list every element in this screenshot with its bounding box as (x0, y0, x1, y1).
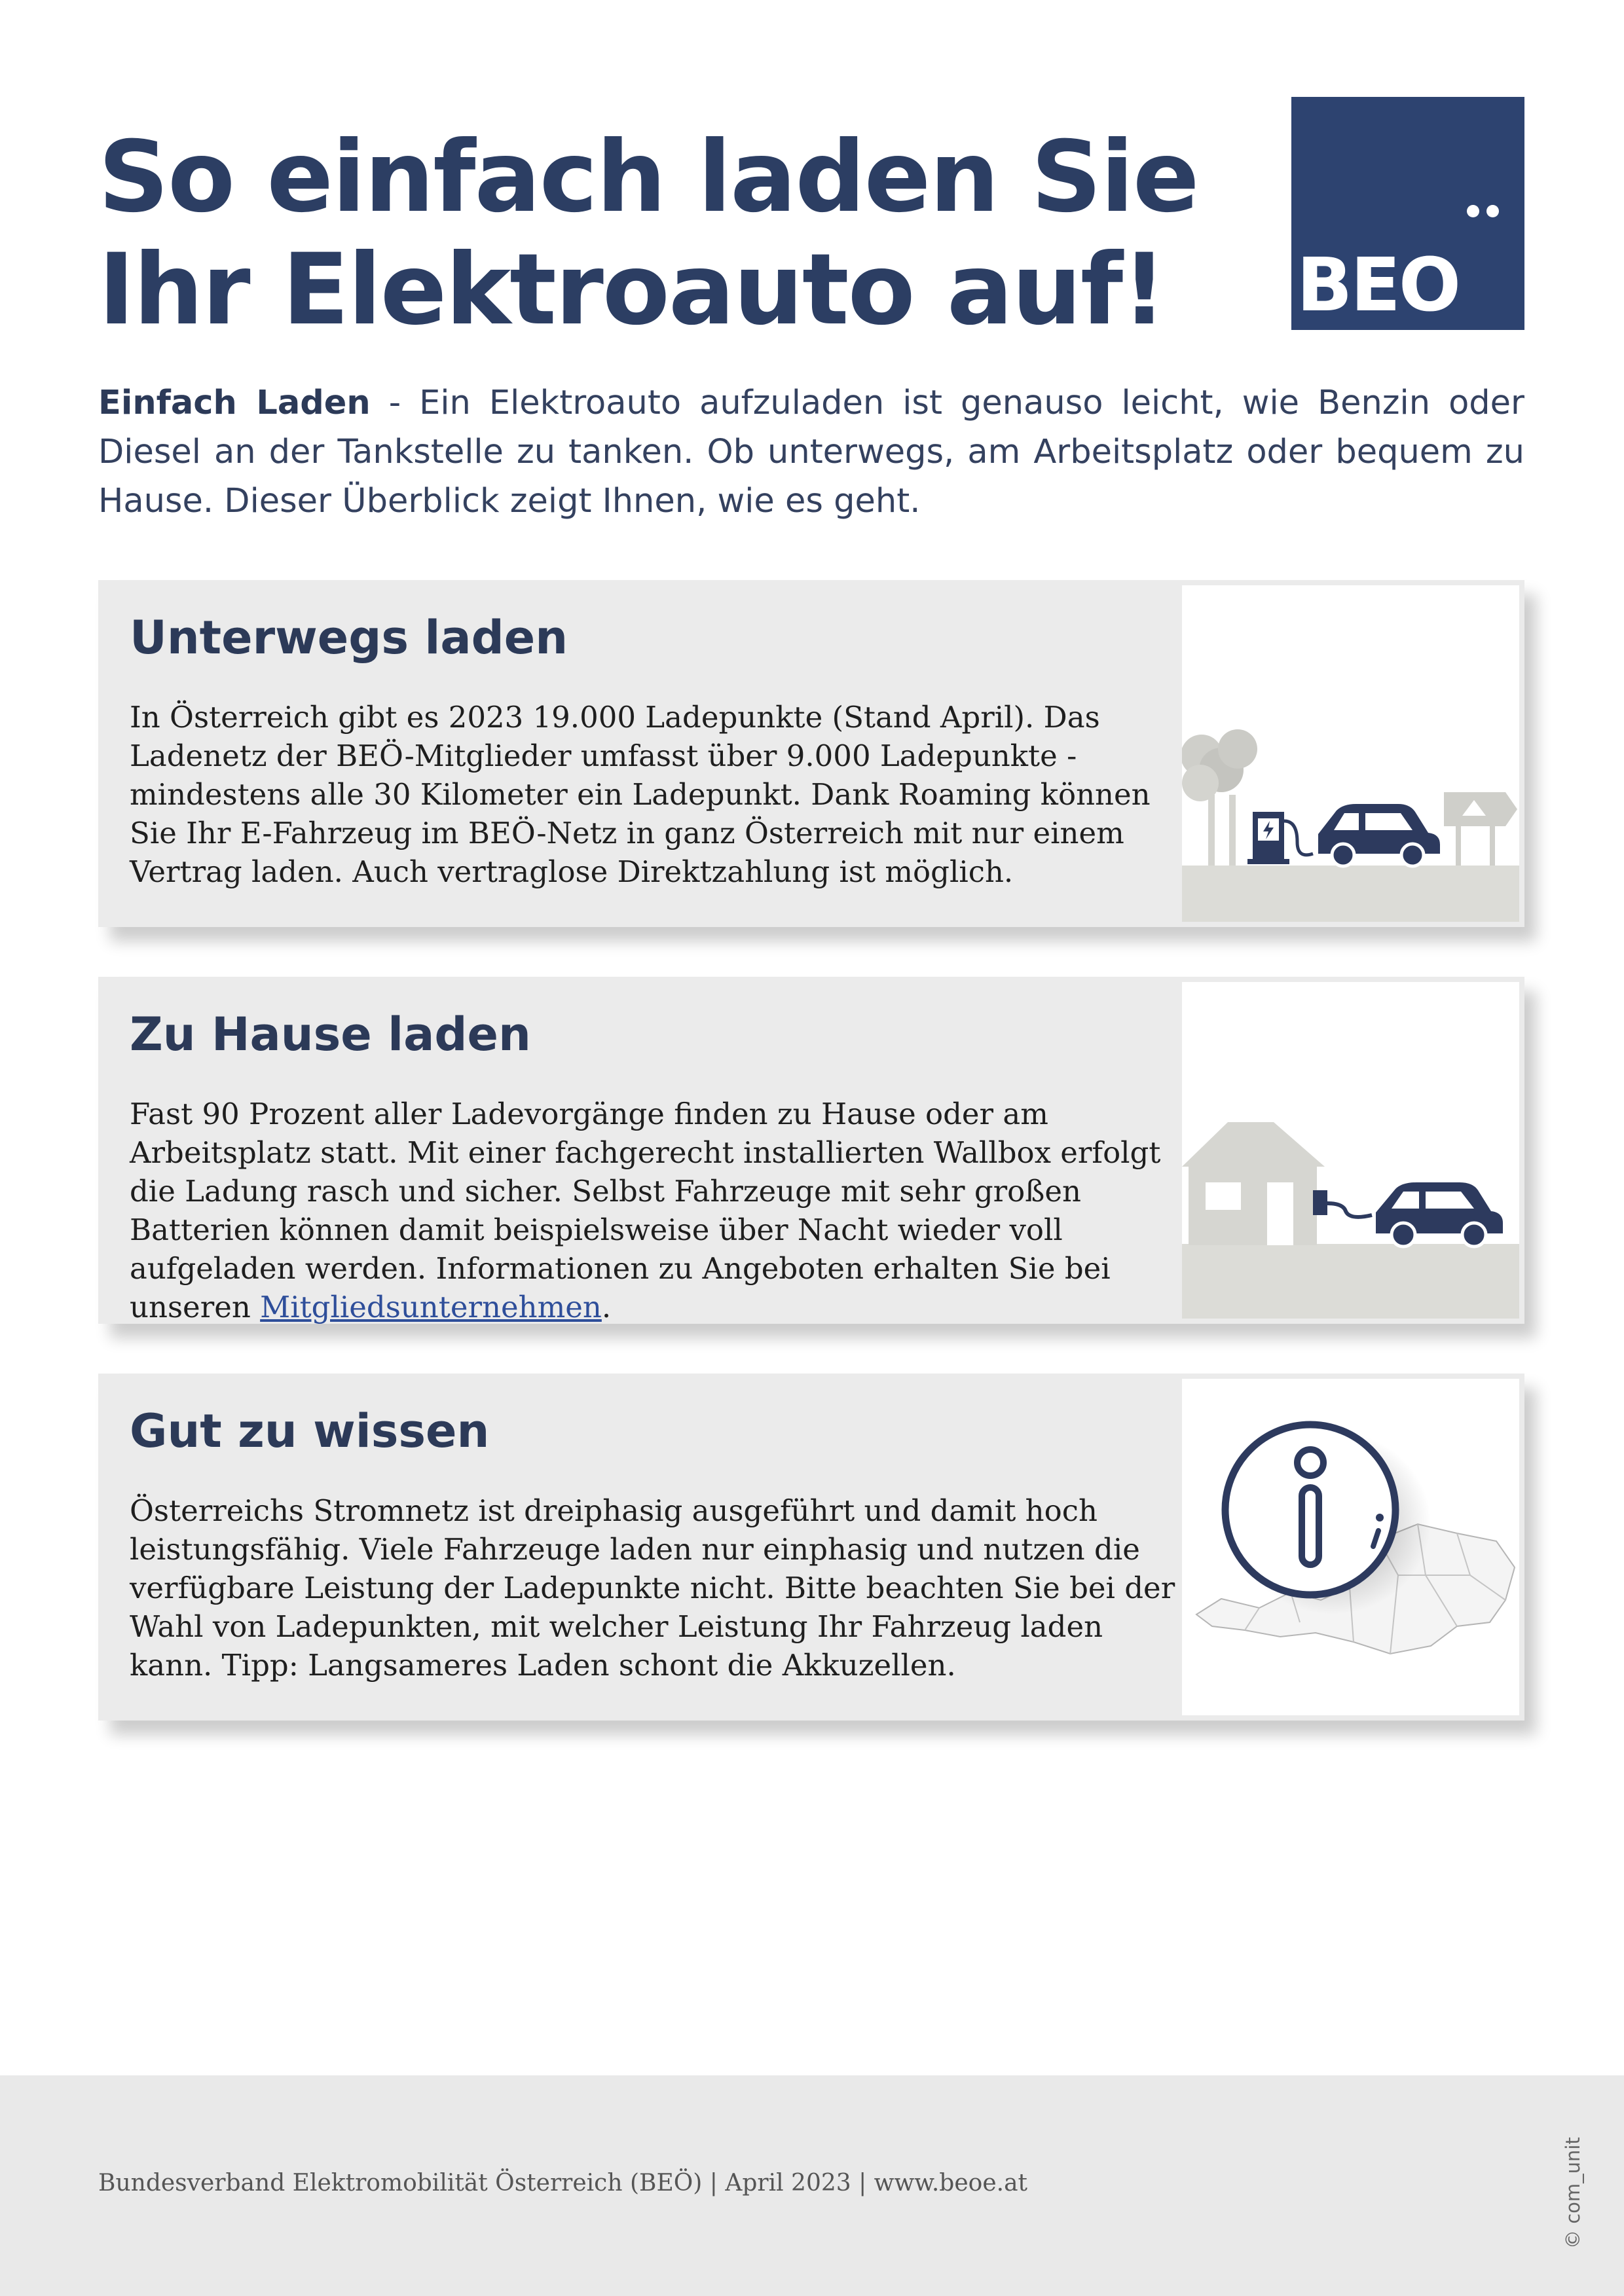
intro-text: - Ein Elektroauto aufzuladen ist genauso leicht, wie Benzin oder Diesel an der Tankstelle zu tanken. Ob unterwegs, am Arbeitsplatz oder bequem zu Hause. Dieser Überblick zeigt Ihnen, wie es geht. (98, 384, 1524, 520)
info-austria-map-icon (1182, 1379, 1519, 1715)
charging-station-road-icon (1182, 585, 1519, 922)
card-text: In Österreich gibt es 2023 19.000 Ladepunkte (Stand April). Das Ladenetz der BEÖ-Mitglieder umfasst über 9.000 Ladepunkte - mindestens alle 30 Kilometer ein Ladepunkt. Dank Roaming können Sie Ihr E-Fahrzeug im BEÖ-Netz in ganz Österreich mit nur einem Vertrag laden. Auch vertraglose Direktzahlung ist möglich. (130, 700, 1151, 889)
card-text: Österreichs Stromnetz ist dreiphasig ausgeführt und damit hoch leistungsfähig. Viele Fahrzeuge laden nur einphasig und nutzen die verfügbare Leistung der Ladepunkte nicht. Bitte beachten Sie bei der Wahl von Ladepunkten, mit welcher Leistung Ihr Fahrzeug laden kann. Tipp: Langsameres Laden schont die Akkuzellen. (130, 1493, 1175, 1683)
card-heading: Gut zu wissen (130, 1404, 490, 1458)
card-heading: Zu Hause laden (130, 1008, 531, 1061)
card-unterwegs-laden (98, 580, 1524, 927)
footer (0, 2075, 1624, 2296)
logo-umlaut-dots (1467, 205, 1506, 221)
intro-paragraph (98, 378, 1524, 526)
card-text-after-link: . (601, 1290, 612, 1324)
mitgliedsunternehmen-link[interactable]: Mitgliedsunternehmen (260, 1290, 602, 1324)
page-title-line-2: Ihr Elektroauto auf! (98, 233, 1166, 347)
card-gut-zu-wissen (98, 1374, 1524, 1721)
footer-text: Bundesverband Elektromobilität Österreich (BEÖ) | April 2023 | www.beoe.at (98, 2170, 1027, 2196)
intro-bold-lead: Einfach Laden (98, 384, 371, 422)
beo-logo (1291, 97, 1524, 330)
page-title-line-1: So einfach laden Sie (98, 120, 1198, 234)
copyright-note: © com_unit (1562, 2137, 1584, 2249)
home-charging-icon (1182, 982, 1519, 1319)
card-zu-hause-laden (98, 977, 1524, 1324)
card-text-before-link: Fast 90 Prozent aller Ladevorgänge finden zu Hause oder am Arbeitsplatz statt. Mit einer fachgerecht installierten Wallbox erfolgt die Ladung rasch und sicher. Selbst Fahrzeuge mit sehr großen Batterien können damit beispielsweise über Nacht wieder voll aufgeladen werden. Informationen zu Angeboten erhalten Sie bei unseren (130, 1097, 1161, 1324)
card-text (130, 1095, 1177, 1326)
page-title (98, 121, 1211, 346)
card-heading: Unterwegs laden (130, 611, 568, 665)
logo-text: BEO (1297, 243, 1460, 328)
